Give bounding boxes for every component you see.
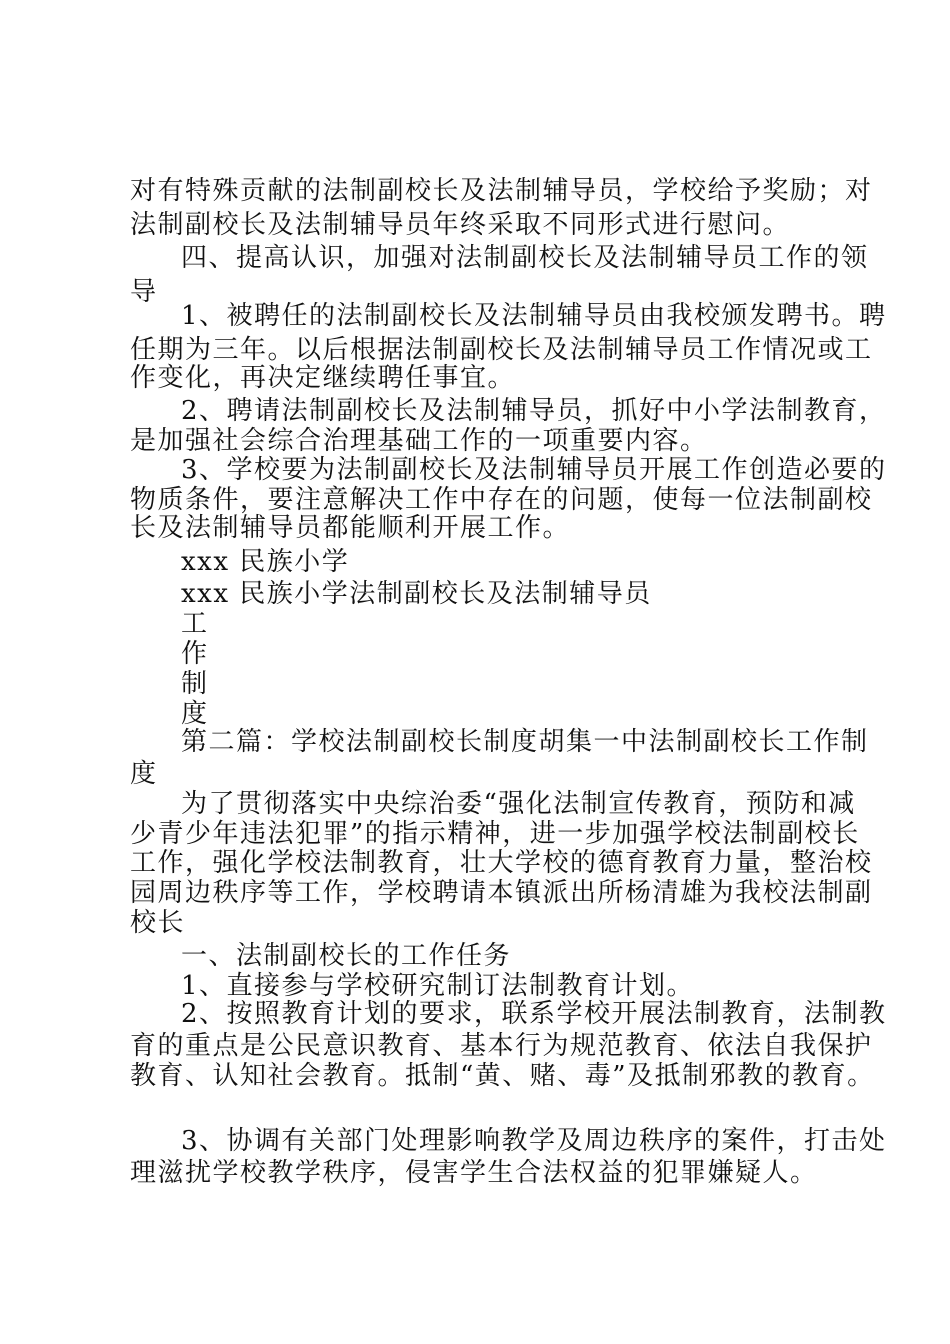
section-heading: 一、法制副校长的工作任务 bbox=[181, 941, 512, 971]
text-line: 园周边秩序等工作，学校聘请本镇派出所杨清雄为我校法制副 bbox=[130, 878, 873, 908]
text-line: 导 bbox=[130, 277, 158, 307]
text-line: 理滋扰学校教学秩序，侵害学生合法权益的犯罪嫌疑人。 bbox=[130, 1158, 818, 1188]
text-line: 作 bbox=[181, 639, 209, 669]
text-line: 2、聘请法制副校长及法制辅导员，抓好中小学法制教育， bbox=[181, 396, 887, 426]
text-line: 度 bbox=[181, 699, 209, 729]
text-line: 校长 bbox=[130, 908, 186, 938]
text-line: 对有特殊贡献的法制副校长及法制辅导员，学校给予奖励；对 bbox=[130, 176, 873, 206]
text-line: 工 bbox=[181, 609, 209, 639]
text-line: 3、学校要为法制副校长及法制辅导员开展工作创造必要的 bbox=[181, 455, 887, 485]
text-line: 育的重点是公民意识教育、基本行为规范教育、依法自我保护 bbox=[130, 1031, 873, 1061]
text-line: 少青少年违法犯罪”的指示精神，进一步加强学校法制副校长 bbox=[130, 819, 860, 849]
text-line: 长及法制辅导员都能顺利开展工作。 bbox=[130, 513, 571, 543]
chapter-title: 第二篇：学校法制副校长制度胡集一中法制副校长工作制 bbox=[181, 727, 869, 757]
section-heading: 四、提高认识，加强对法制副校长及法制辅导员工作的领 bbox=[181, 243, 869, 273]
text-line: 3、协调有关部门处理影响教学及周边秩序的案件，打击处 bbox=[181, 1126, 887, 1156]
text-line: 教育、认知社会教育。抵制“黄、赌、毒”及抵制邪教的教育。 bbox=[130, 1061, 875, 1091]
text-line: 作变化，再决定继续聘任事宜。 bbox=[130, 363, 516, 393]
signature-school: xxx 民族小学 bbox=[181, 547, 350, 577]
text-line: 工作，强化学校法制教育，壮大学校的德育教育力量，整治校 bbox=[130, 848, 873, 878]
text-line: 法制副校长及法制辅导员年终采取不同形式进行慰问。 bbox=[130, 210, 791, 240]
text-line: 任期为三年。以后根据法制副校长及法制辅导员工作情况或工 bbox=[130, 335, 873, 365]
text-line: 制 bbox=[181, 669, 209, 699]
text-line: 2、按照教育计划的要求，联系学校开展法制教育，法制教 bbox=[181, 999, 887, 1029]
text-line: 为了贯彻落实中央综治委“强化法制宣传教育，预防和减 bbox=[181, 789, 856, 819]
text-line: 1、直接参与学校研究制订法制教育计划。 bbox=[181, 971, 695, 1001]
text-line: 1、被聘任的法制副校长及法制辅导员由我校颁发聘书。聘 bbox=[181, 301, 887, 331]
text-line: 度 bbox=[130, 759, 158, 789]
text-line: 是加强社会综合治理基础工作的一项重要内容。 bbox=[130, 426, 708, 456]
document-title: xxx 民族小学法制副校长及法制辅导员 bbox=[181, 579, 652, 609]
text-line: 物质条件，要注意解决工作中存在的问题，使每一位法制副校 bbox=[130, 485, 873, 515]
